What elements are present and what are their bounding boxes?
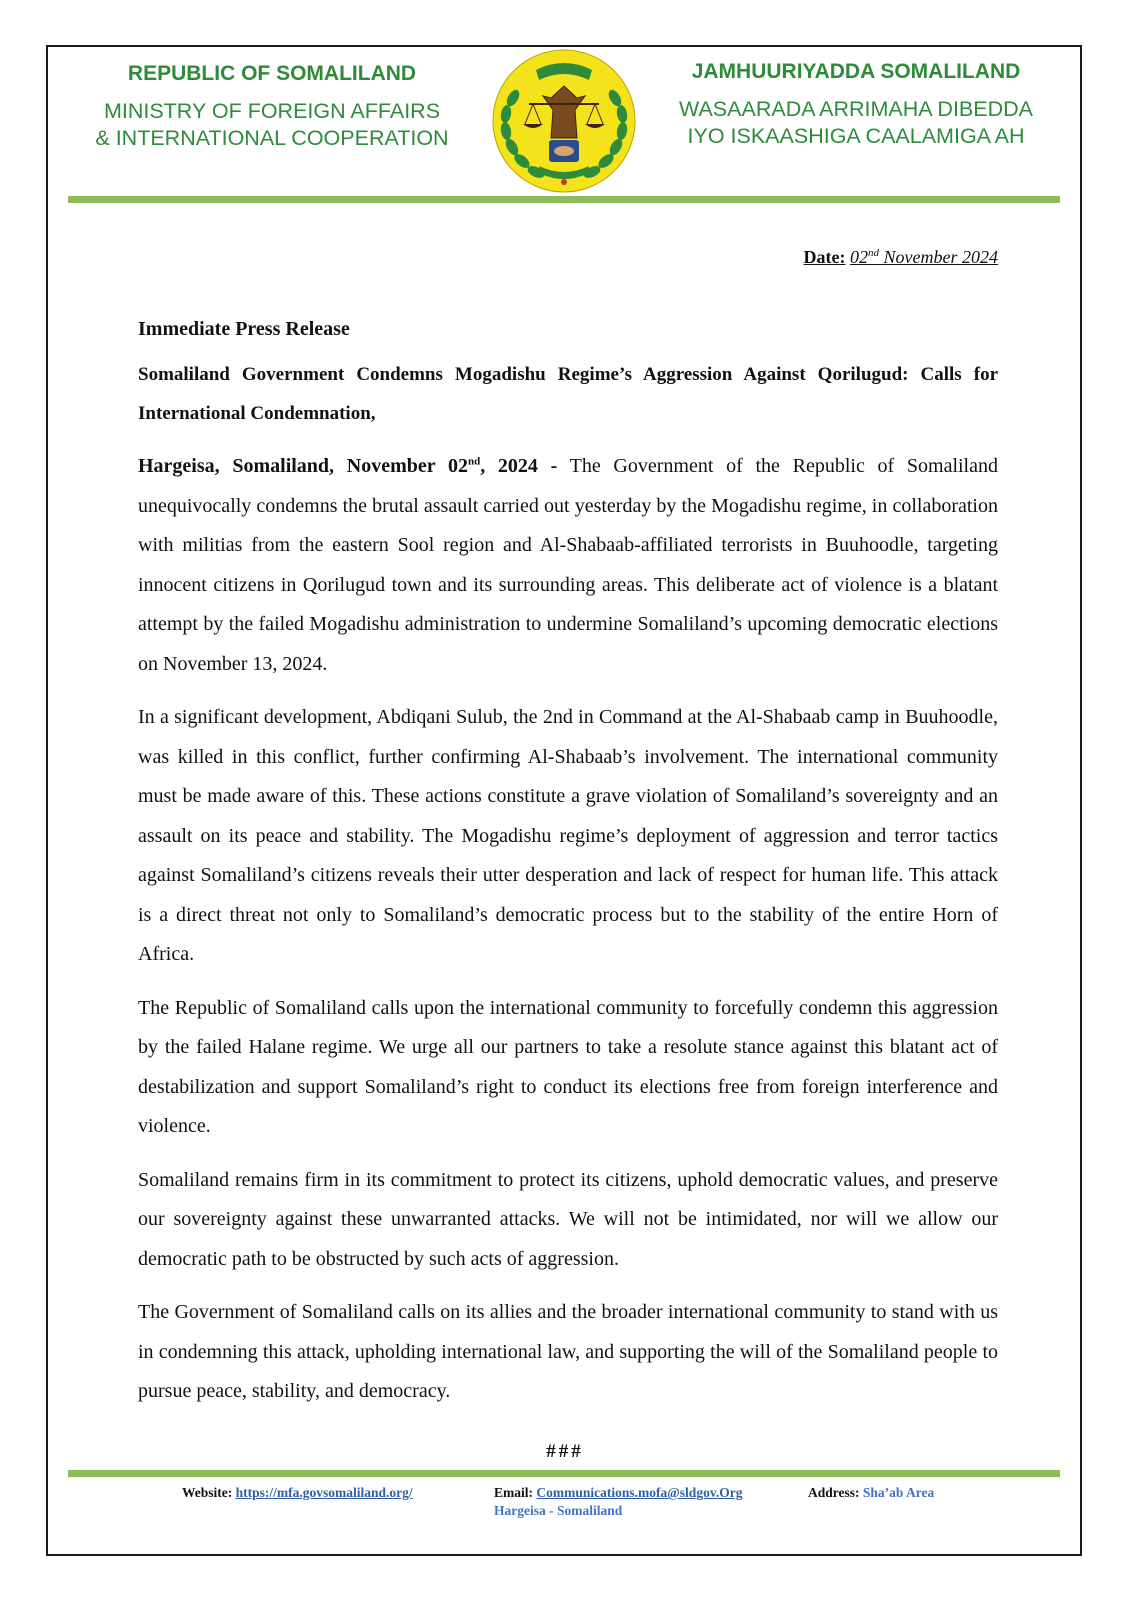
- header-rule: [68, 196, 1060, 203]
- dateline: Hargeisa, Somaliland, November 02nd, 2024 -: [138, 455, 558, 477]
- press-release-body: [138, 317, 998, 1426]
- paragraph-1: Hargeisa, Somaliland, November 02nd, 2024 - The Government of the Republic of Somaliland unequivocally condemns the brutal assault carried out yesterday by the Mogadishu regime, in collaboration with militias from the eastern Sool region and Al-Shabaab-affiliated terrorists in Buuhoodle, targeting innocent citizens in Qorilugud town and its surrounding areas. This deliberate act of violence is a blatant attempt by the failed Mogadishu administration to undermine Somaliland’s upcoming democratic elections on November 13, 2024.: [138, 455, 998, 675]
- footer-website: Website: https://mfa.govsomaliland.org/: [182, 1485, 413, 1500]
- footer-city: Hargeisa - Somaliland: [494, 1503, 623, 1518]
- footer-email: Email: Communications.mofa@sldgov.Org: [494, 1485, 743, 1500]
- header-english: [72, 60, 472, 152]
- republic-title-somali: JAMHUURIYADDA SOMALILAND: [691, 60, 1021, 83]
- ministry-name-somali-line2: IYO ISKAASHIGA CAALAMIGA AH: [687, 124, 1025, 148]
- header-somali: [656, 58, 1056, 150]
- release-label: Immediate Press Release: [138, 318, 350, 340]
- date-value: 02nd November 2024: [850, 247, 998, 267]
- somaliland-coat-of-arms-icon: [491, 48, 637, 194]
- paragraph-4: Somaliland remains firm in its commitment to protect its citizens, uphold democratic values, and preserve our sovereignty against these unwarranted attacks. We will not be intimidated, nor will we allow our democratic path to be obstructed by such acts of aggression.: [138, 1168, 998, 1270]
- ministry-name-somali-line1: WASAARADA ARRIMAHA DIBEDDA: [678, 97, 1034, 121]
- date-label: Date:: [803, 247, 846, 267]
- footer-rule: [68, 1470, 1060, 1477]
- footer-address: Address: Sha’ab Area: [808, 1485, 935, 1500]
- email-link[interactable]: Communications.mofa@sldgov.Org: [536, 1485, 743, 1500]
- paragraph-2: In a significant development, Abdiqani Sulub, the 2nd in Command at the Al-Shabaab camp in Buuhoodle, was killed in this conflict, further confirming Al-Shabaab’s involvement. The international community must be made aware of this. These actions constitute a grave violation of Somaliland’s sovereignty and an assault on its peace and stability. The Mogadishu regime’s deployment of aggression and terror tactics against Somaliland’s citizens reveals their utter desperation and lack of respect for human life. This attack is a direct threat not only to Somaliland’s democratic process but to the stability of the entire Horn of Africa.: [138, 706, 998, 965]
- website-link[interactable]: https://mfa.govsomaliland.org/: [235, 1485, 413, 1500]
- end-mark: ###: [546, 1441, 584, 1462]
- republic-title: REPUBLIC OF SOMALILAND: [127, 62, 417, 85]
- headline: Somaliland Government Condemns Mogadishu Regime’s Aggression Against Qorilugud: Calls for International Condemnation,: [138, 364, 998, 424]
- ministry-name-line1: MINISTRY OF FOREIGN AFFAIRS: [103, 99, 441, 123]
- release-date: [804, 247, 998, 268]
- paragraph-5: The Government of Somaliland calls on its allies and the broader international community to stand with us in condemning this attack, upholding international law, and supporting the will of the Somaliland people to pursue peace, stability, and democracy.: [138, 1301, 998, 1402]
- paragraph-3: The Republic of Somaliland calls upon the international community to forcefully condemn this aggression by the failed Halane regime. We urge all our partners to take a resolute stance against this blatant act of destabilization and support Somaliland’s right to conduct its elections free from foreign interference and violence.: [138, 996, 998, 1137]
- ministry-name-line2: & INTERNATIONAL COOPERATION: [95, 126, 449, 150]
